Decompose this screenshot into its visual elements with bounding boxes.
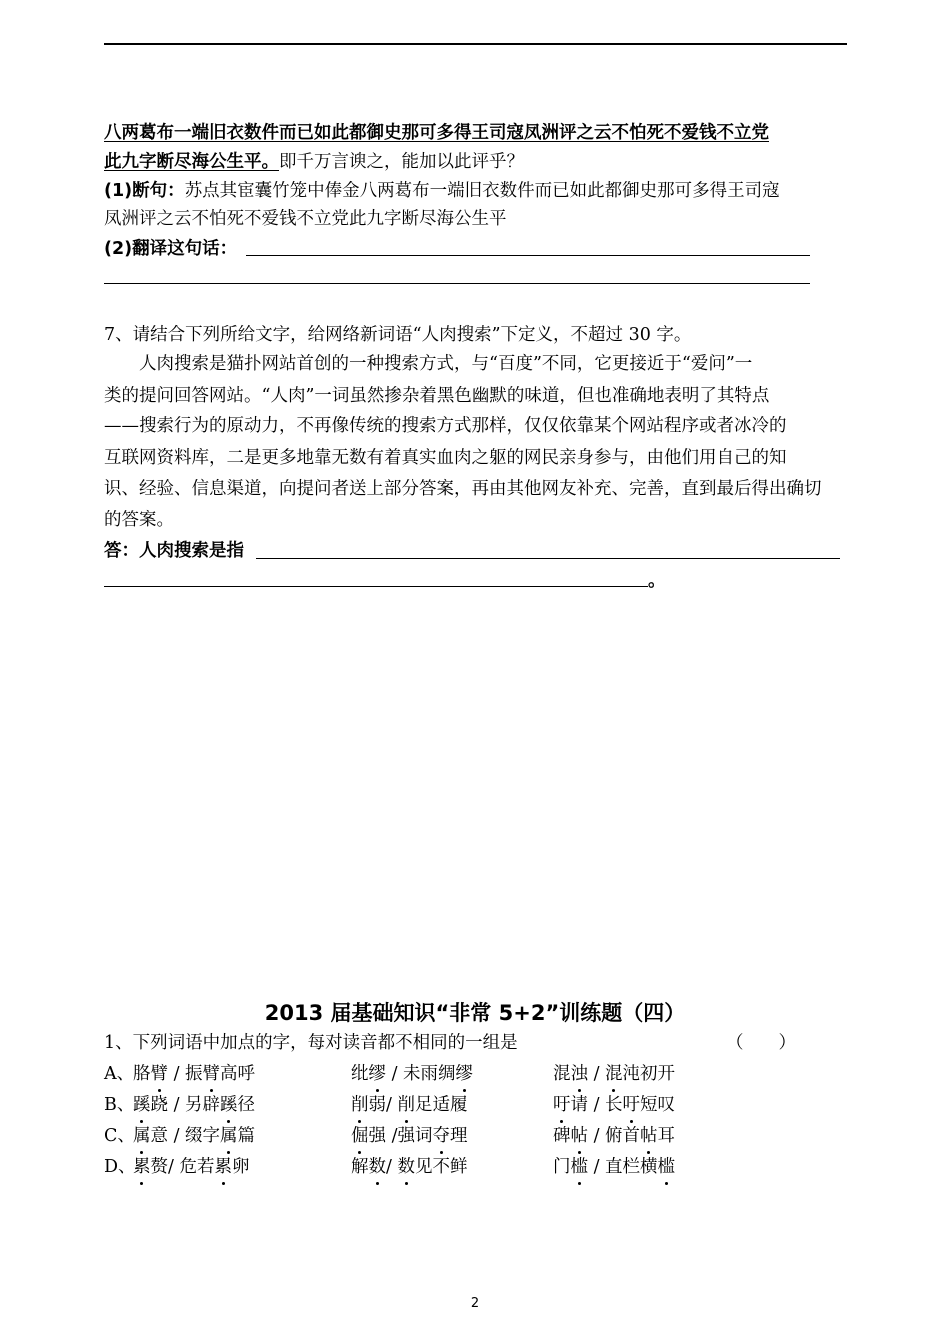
q7-passage-line: 互联网资料库，二是更多地靠无数有着真实血肉之躯的网民亲身参与，由他们用自己的知	[104, 448, 787, 468]
q6-sub1-line2: 凤洲评之云不怕死不爱钱不立党此九字断尽海公生平	[104, 209, 507, 229]
option-text: / 俯首	[588, 1126, 641, 1146]
option-text: /	[386, 1157, 398, 1177]
q7-passage-line: 类的提问回答网站。“人肉”一词虽然掺杂着黑色幽默的味道，但也准确地表明了其特点	[104, 386, 770, 406]
q6-answer-line1[interactable]	[246, 255, 810, 256]
option-text: /	[588, 1064, 606, 1084]
dotted-character: 累	[133, 1157, 151, 1177]
option-label[interactable]: A、	[104, 1064, 135, 1084]
page-number: 2	[470, 1296, 480, 1311]
option-text: 耳	[657, 1126, 676, 1146]
option-label[interactable]: D、	[104, 1157, 136, 1177]
q6-tail: 即千万言谀之，能加以此评乎？	[279, 152, 524, 172]
option-text: 赘/ 危若	[150, 1157, 215, 1177]
q6-sub2-label: (2)翻译这句话：	[104, 239, 238, 259]
dotted-character: 累	[214, 1157, 232, 1177]
q6-sub1	[104, 179, 780, 203]
q1-prompt: 1、下列词语中加点的字，每对读音都不相同的一组是	[104, 1033, 518, 1053]
option-cell	[351, 1093, 467, 1117]
q6-answer-line2[interactable]	[104, 283, 810, 284]
q7-answer-line2[interactable]	[104, 586, 648, 587]
q6-underlined-end: 此九字断尽海公生平。	[104, 152, 279, 172]
option-label[interactable]: B、	[104, 1095, 135, 1115]
q7-passage-line: ——搜索行为的原动力，不再像传统的搜索方式那样，仅仅依靠某个网站程序或者冰冷的	[104, 416, 787, 436]
option-text: 跷 / 另辟	[150, 1095, 221, 1115]
dotted-character: 属	[133, 1126, 151, 1146]
q7-answer-label: 答：人肉搜索是指	[104, 541, 244, 561]
option-text: 卵	[231, 1157, 250, 1177]
q7-answer-line1[interactable]	[256, 558, 840, 559]
option-text: 篇	[237, 1126, 256, 1146]
option-cell	[133, 1155, 249, 1179]
option-text: 高呼	[220, 1064, 256, 1084]
option-text: 胳	[133, 1064, 151, 1084]
option-cell	[553, 1093, 675, 1117]
dotted-character: 缪	[368, 1064, 386, 1084]
option-text: 强 /强词	[368, 1126, 433, 1146]
dotted-character: 吁	[553, 1095, 571, 1115]
option-text: 径	[237, 1095, 256, 1115]
option-cell	[351, 1124, 467, 1148]
dotted-character: 臂	[202, 1064, 221, 1084]
option-text: 请 / 长	[570, 1095, 623, 1115]
q7-passage-line: 人肉搜索是猫扑网站首创的一种搜索方式，与“百度”不同，它更接近于“爱问”一	[139, 354, 753, 374]
q7-end-mark: 。	[648, 571, 666, 591]
dotted-character: 混	[605, 1064, 623, 1084]
option-cell	[351, 1062, 473, 1086]
option-text: 沌初开	[622, 1064, 676, 1084]
dotted-character: 数	[397, 1157, 415, 1177]
option-cell	[351, 1155, 467, 1179]
option-cell	[553, 1155, 675, 1179]
dotted-character: 帖	[570, 1126, 588, 1146]
q6-sub1-text: 苏点其宦囊竹笼中俸金八两葛布一端旧衣数件而已如此都御史那可多得王司寇	[184, 181, 780, 201]
dotted-character: 削	[397, 1095, 415, 1115]
dotted-character: 夺	[432, 1126, 450, 1146]
q7-prompt: 7、请结合下列所给文字，给网络新词语“人肉搜索”下定义，不超过 30 字。	[104, 325, 692, 345]
option-cell	[553, 1062, 675, 1086]
option-text: 意 / 缀字	[150, 1126, 221, 1146]
dotted-character: 蹊	[220, 1095, 238, 1115]
dotted-character: 臂	[150, 1064, 168, 1084]
dotted-character: 缪	[455, 1064, 474, 1084]
q7-passage-line: 的答案。	[104, 510, 174, 530]
dotted-character: 吁	[622, 1095, 641, 1115]
option-text: 理	[449, 1126, 468, 1146]
option-cell	[133, 1093, 255, 1117]
dotted-character: 数	[368, 1157, 386, 1177]
option-cell	[133, 1062, 255, 1086]
q6-underlined-line2	[104, 150, 524, 174]
top-rule	[104, 43, 847, 45]
section-title: 2013 届基础知识“非常 5+2”训练题（四）	[264, 1001, 686, 1025]
option-text: 碑	[553, 1126, 571, 1146]
option-cell	[553, 1124, 675, 1148]
dotted-character: 帖	[640, 1126, 658, 1146]
q1-answer-paren[interactable]: （ ）	[726, 1033, 796, 1053]
option-text: 纰	[351, 1064, 369, 1084]
dotted-character: 浊	[570, 1064, 588, 1084]
q6-underlined-line1: 八两葛布一端旧衣数件而已如此都御史那可多得王司寇凤洲评之云不怕死不爱钱不立党	[104, 123, 769, 143]
q6-sub1-label: (1)断句：	[104, 181, 185, 201]
option-text: 混	[553, 1064, 571, 1084]
option-cell	[133, 1124, 255, 1148]
option-text: 门	[553, 1157, 571, 1177]
dotted-character: 槛	[657, 1157, 676, 1177]
dotted-character: 蹊	[133, 1095, 151, 1115]
option-text: 见不鲜	[414, 1157, 468, 1177]
option-text: 弱/	[368, 1095, 398, 1115]
q7-passage-line: 识、经验、信息渠道，向提问者送上部分答案，再由其他网友补充、完善，直到最后得出确切	[104, 479, 822, 499]
dotted-character: 槛	[570, 1157, 588, 1177]
option-text: 短叹	[640, 1095, 676, 1115]
option-text: 解	[351, 1157, 369, 1177]
dotted-character: 属	[220, 1126, 238, 1146]
dotted-character: 削	[351, 1095, 369, 1115]
option-text: 足适履	[414, 1095, 468, 1115]
option-text: / 未雨绸	[386, 1064, 456, 1084]
option-label[interactable]: C、	[104, 1126, 135, 1146]
dotted-character: 倔	[351, 1126, 369, 1146]
option-text: / 直栏横	[588, 1157, 658, 1177]
option-text: / 振	[168, 1064, 203, 1084]
